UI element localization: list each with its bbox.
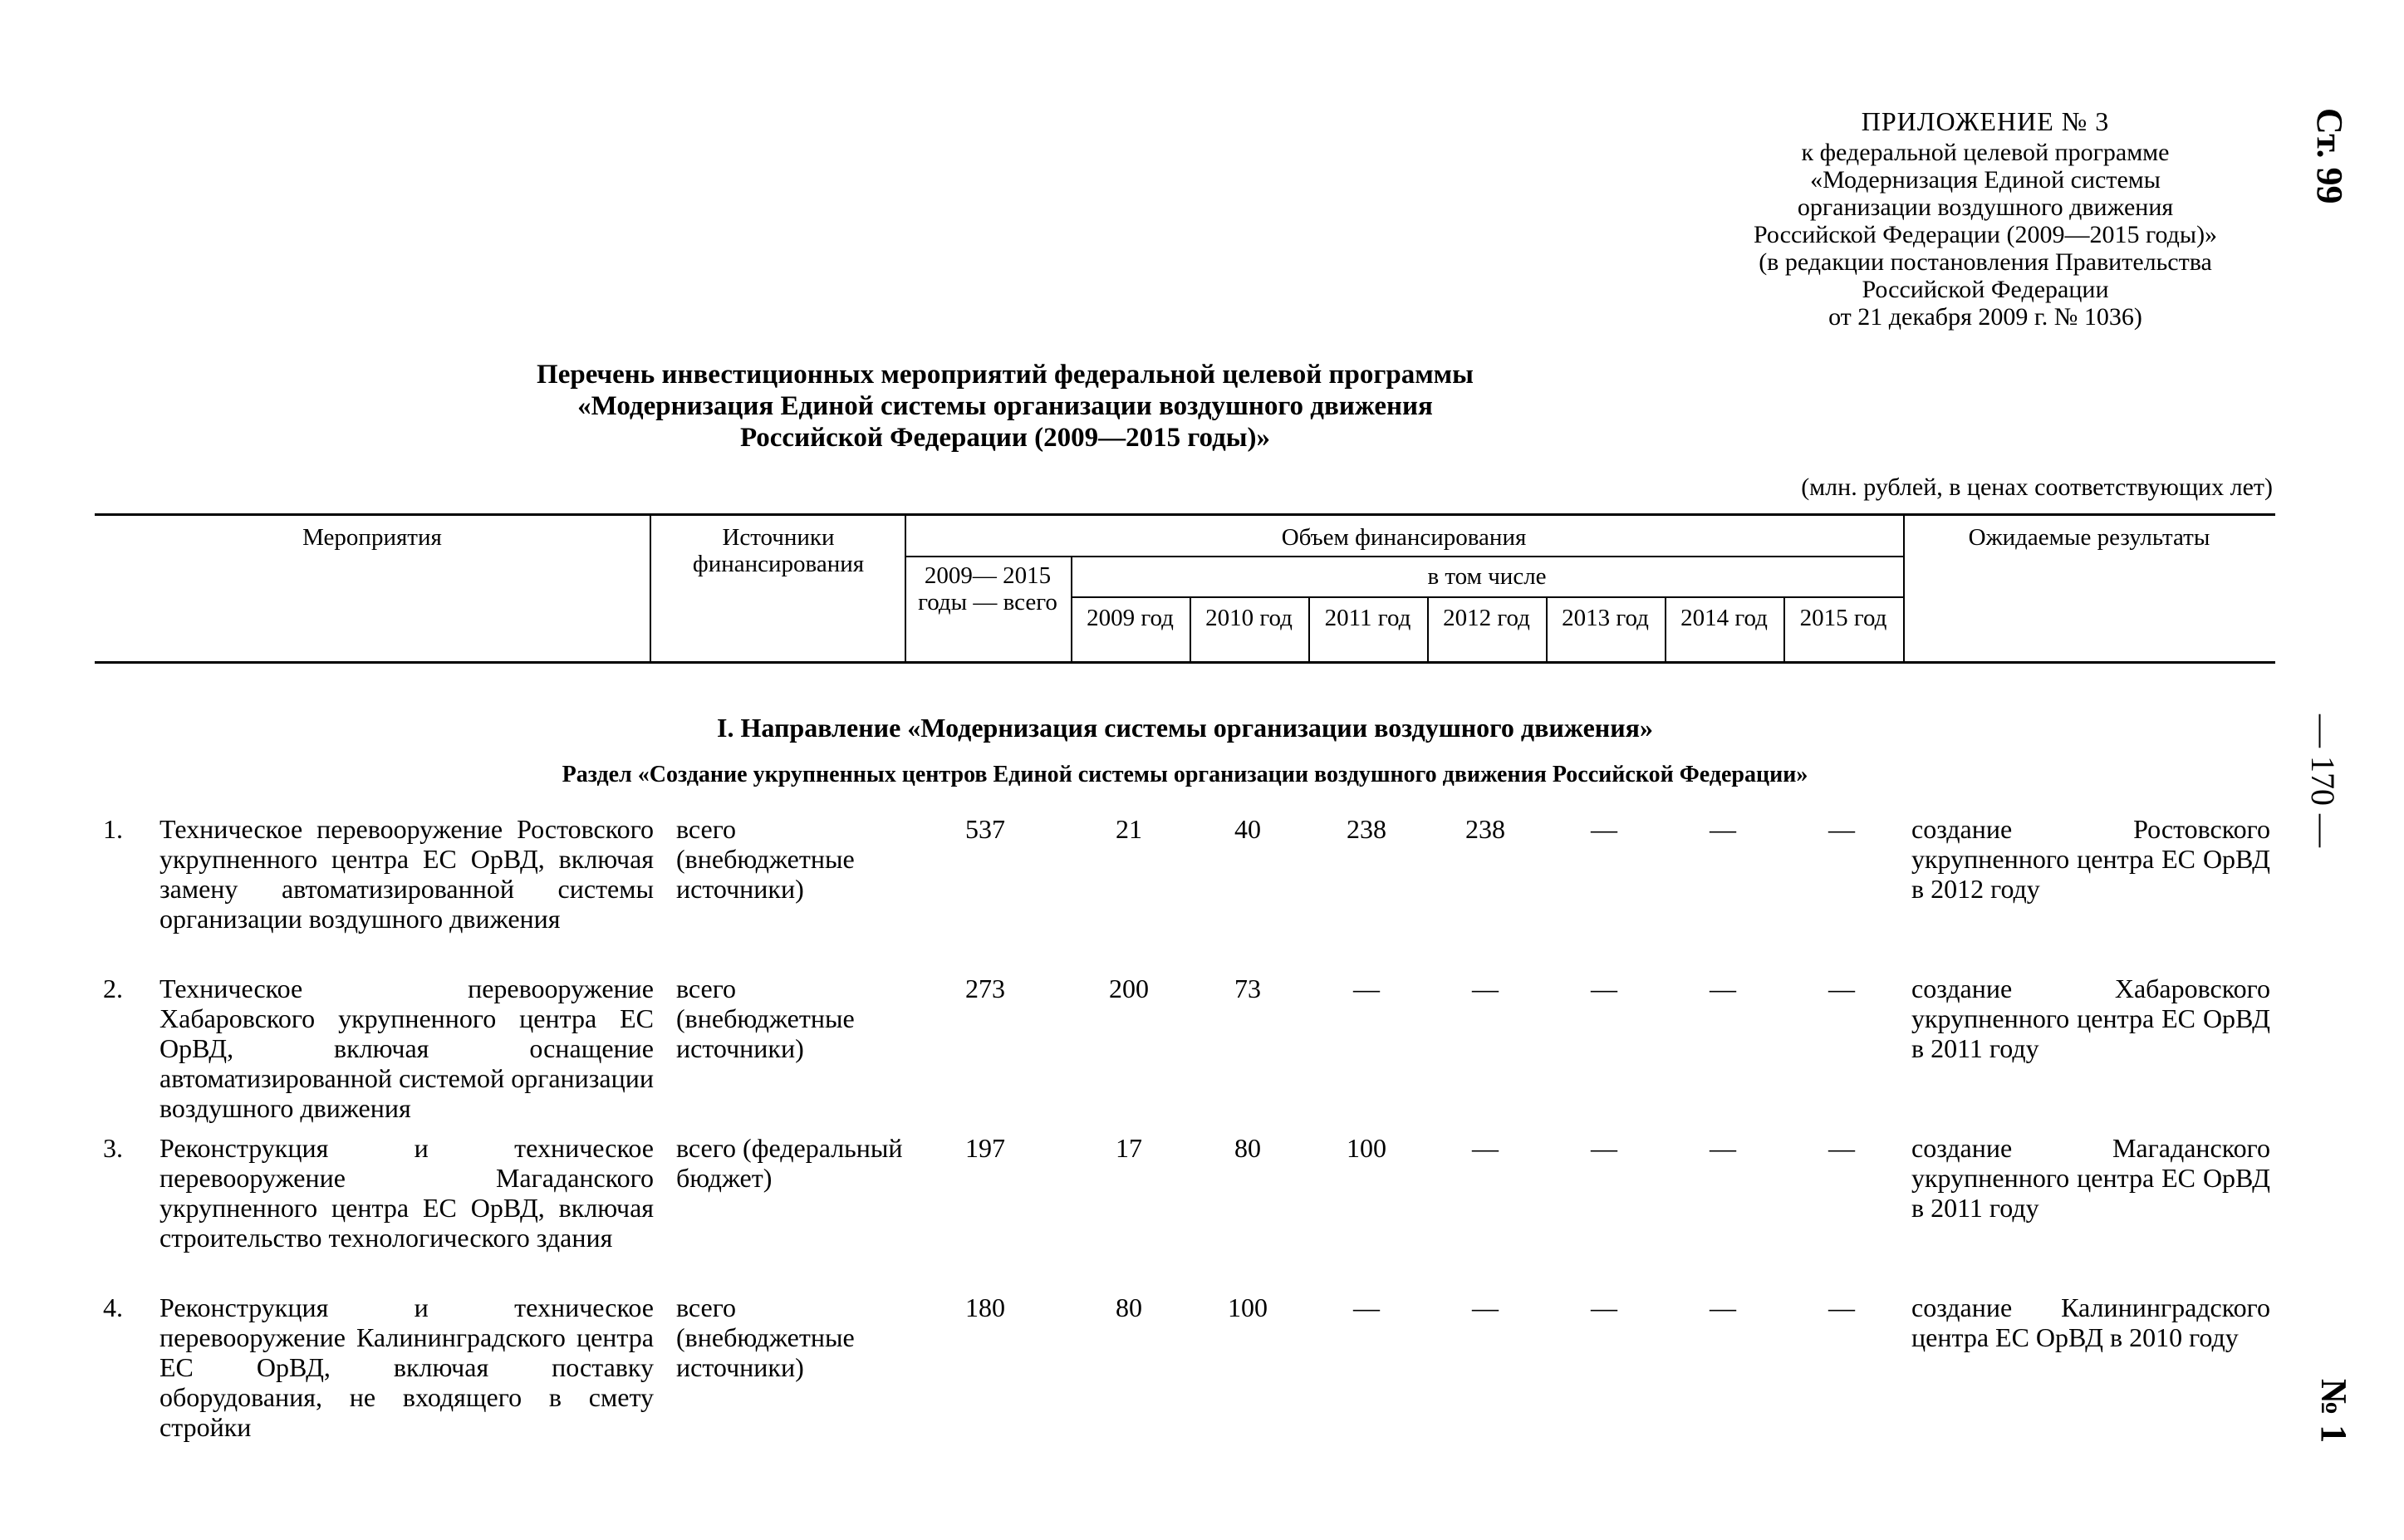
row-event: Реконструкция и техническое перевооружение Калининградского центра ЕС ОрВД, включая поставку оборудования, не входящего в смету стройки xyxy=(159,1292,654,1442)
value-2012: — xyxy=(1472,974,1499,1003)
value-2013: — xyxy=(1591,814,1617,844)
header-year: 2015 год xyxy=(1799,605,1887,631)
row-source: всего (внебюджетные источники) xyxy=(676,1292,855,1382)
value-2014: — xyxy=(1710,1133,1736,1163)
value-total: 180 xyxy=(965,1292,1005,1322)
row-event: Техническое перевооружение Хабаровского укрупненного центра ЕС ОрВД, включая оснащение автоматизированной системой организации воздушного движения xyxy=(159,974,654,1123)
header-funding: Объем финансирования xyxy=(1281,524,1527,551)
row-number: 4. xyxy=(103,1292,123,1322)
value-2010: 80 xyxy=(1234,1133,1261,1163)
value-2013: — xyxy=(1591,1292,1617,1322)
document-title-line: «Модернизация Единой системы организации воздушного движения xyxy=(577,391,1433,421)
row-source: всего (внебюджетные источники) xyxy=(676,974,855,1063)
value-2015: — xyxy=(1828,1292,1855,1322)
row-number: 2. xyxy=(103,974,123,1003)
value-2014: — xyxy=(1710,814,1736,844)
page-number: — 170 — xyxy=(2304,714,2342,847)
value-2011: — xyxy=(1353,974,1380,1003)
row-result: создание Ростовского укрупненного центра ЕС ОрВД в 2012 году xyxy=(1911,814,2270,904)
value-2015: — xyxy=(1828,1133,1855,1163)
issue-number: № 1 xyxy=(2313,1379,2354,1444)
row-number: 1. xyxy=(103,814,123,844)
value-total: 197 xyxy=(965,1133,1005,1163)
value-2011: 238 xyxy=(1347,814,1386,844)
value-2009: 80 xyxy=(1116,1292,1142,1322)
row-result: создание Калининградского центра ЕС ОрВД в 2010 году xyxy=(1911,1292,2270,1352)
header-total: 2009— 2015 годы — всего xyxy=(918,562,1057,616)
value-2014: — xyxy=(1710,974,1736,1003)
value-2009: 17 xyxy=(1116,1133,1142,1163)
value-2009: 21 xyxy=(1116,814,1142,844)
header-sources: Источники финансирования xyxy=(692,524,865,577)
value-2013: — xyxy=(1591,1133,1617,1163)
header-year: 2010 год xyxy=(1205,605,1293,631)
header-including: в том числе xyxy=(1427,563,1547,590)
value-2012: — xyxy=(1472,1133,1499,1163)
header-year: 2014 год xyxy=(1680,605,1768,631)
header-year: 2013 год xyxy=(1562,605,1649,631)
header-events: Мероприятия xyxy=(302,524,442,551)
appendix-title: ПРИЛОЖЕНИЕ № 3 xyxy=(1861,106,2110,136)
value-2012: 238 xyxy=(1465,814,1505,844)
row-source: всего (внебюджетные источники) xyxy=(676,814,855,904)
appendix-line: (в редакции постановления Правительства xyxy=(1759,248,2212,276)
direction-title: I. Направление «Модернизация системы организации воздушного движения» xyxy=(717,713,1653,743)
value-total: 273 xyxy=(965,974,1005,1003)
value-2015: — xyxy=(1828,974,1855,1003)
row-event: Техническое перевооружение Ростовского укрупненного центра ЕС ОрВД, включая замену автоматизированной системы организации воздушного движения xyxy=(159,814,654,934)
header-results: Ожидаемые результаты xyxy=(1968,524,2210,551)
appendix-line: организации воздушного движения xyxy=(1797,194,2174,221)
table-header xyxy=(95,513,2275,664)
section-title: Раздел «Создание укрупненных центров Единой системы организации воздушного движения Российской Федерации» xyxy=(562,762,1808,787)
row-number: 3. xyxy=(103,1133,123,1163)
row-result: создание Магаданского укрупненного центра ЕС ОрВД в 2011 году xyxy=(1911,1133,2270,1223)
appendix-line: «Модернизация Единой системы xyxy=(1810,166,2161,194)
appendix-line: Российской Федерации (2009—2015 годы)» xyxy=(1753,221,2218,248)
value-2010: 40 xyxy=(1234,814,1261,844)
header-year: 2011 год xyxy=(1324,605,1411,631)
document-title-line: Российской Федерации (2009—2015 годы)» xyxy=(739,423,1271,453)
value-2010: 100 xyxy=(1228,1292,1268,1322)
appendix-line: Российской Федерации xyxy=(1862,276,2109,303)
value-2011: 100 xyxy=(1347,1133,1386,1163)
value-2015: — xyxy=(1828,814,1855,844)
value-2010: 73 xyxy=(1234,974,1261,1003)
page-marker: Ст. 99 xyxy=(2309,108,2350,204)
value-2009: 200 xyxy=(1109,974,1149,1003)
header-year: 2012 год xyxy=(1443,605,1530,631)
header-year: 2009 год xyxy=(1087,605,1174,631)
value-total: 537 xyxy=(965,814,1005,844)
document-title-line: Перечень инвестиционных мероприятий федеральной целевой программы xyxy=(537,360,1474,390)
value-2012: — xyxy=(1472,1292,1499,1322)
document-title xyxy=(415,359,1595,454)
row-event: Реконструкция и техническое перевооружение Магаданского укрупненного центра ЕС ОрВД, включая строительство технологического здания xyxy=(159,1133,654,1253)
appendix-header xyxy=(1678,108,2293,331)
units-note: (млн. рублей, в ценах соответствующих лет) xyxy=(1801,473,2273,501)
value-2011: — xyxy=(1353,1292,1380,1322)
appendix-line: от 21 декабря 2009 г. № 1036) xyxy=(1828,303,2142,331)
appendix-line: к федеральной целевой программе xyxy=(1801,139,2170,166)
value-2014: — xyxy=(1710,1292,1736,1322)
row-source: всего (федеральный бюджет) xyxy=(676,1133,903,1193)
value-2013: — xyxy=(1591,974,1617,1003)
row-result: создание Хабаровского укрупненного центра ЕС ОрВД в 2011 году xyxy=(1911,974,2270,1063)
